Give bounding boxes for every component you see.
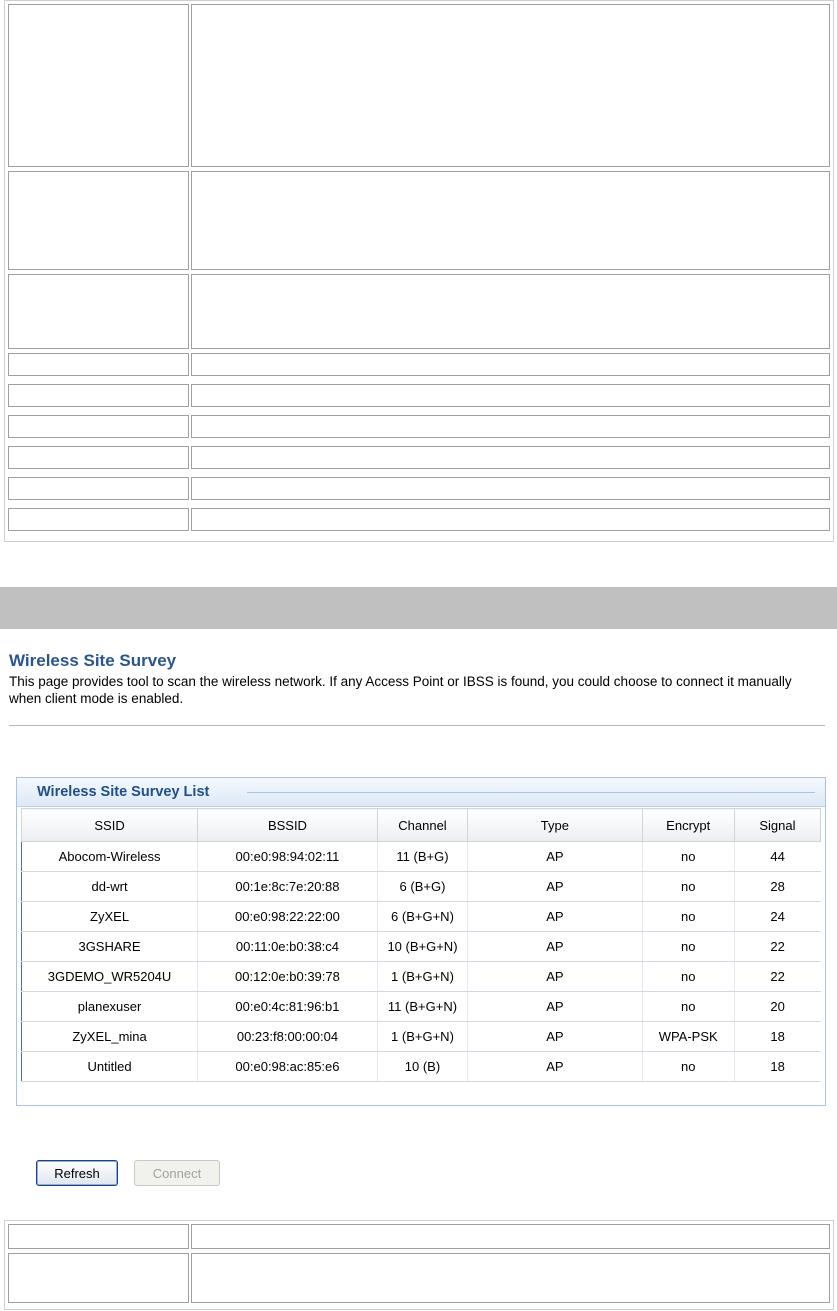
cell-encrypt: no [642,932,734,962]
cell-type: AP [468,902,642,932]
doc-cell-value [191,477,830,500]
cell-bssid: 00:23:f8:00:00:04 [198,1022,378,1052]
doc-cell-value [191,415,830,438]
table-row[interactable] [22,1052,821,1082]
doc-cell-label [8,1224,189,1249]
doc-row [8,477,830,500]
table-row[interactable] [22,902,821,932]
doc-cell-value [191,274,830,349]
cell-ssid: 3GDEMO_WR5204U [22,962,198,992]
cell-signal: 18 [734,1022,820,1052]
doc-cell-label [8,477,189,500]
cell-type: AP [468,1022,642,1052]
doc-cell-label [8,508,189,531]
page-title: Wireless Site Survey [9,651,177,670]
cell-type: AP [468,992,642,1022]
cell-channel: 11 (B+G+N) [377,992,467,1022]
doc-cell-value [191,1224,830,1249]
cell-channel: 1 (B+G+N) [377,962,467,992]
cell-type: AP [468,1052,642,1082]
doc-row [8,1253,830,1303]
cell-signal: 24 [734,902,820,932]
doc-cell-value [191,171,830,270]
panel-header [17,778,825,807]
cell-bssid: 00:e0:4c:81:96:b1 [198,992,378,1022]
doc-cell-label [8,415,189,438]
cell-channel: 6 (B+G) [377,872,467,902]
panel-title: Wireless Site Survey List [37,784,210,800]
page-description: This page provides tool to scan the wireless network. If any Access Point or IBSS is found, you could choose to connect it manually when client mode is enabled. [9,674,792,706]
cell-signal: 22 [734,962,820,992]
cell-signal: 44 [734,842,820,872]
doc-cell-value [191,384,830,407]
cell-encrypt: no [642,962,734,992]
cell-signal: 18 [734,1052,820,1082]
doc-row [8,4,830,167]
cell-bssid: 00:12:0e:b0:39:78 [198,962,378,992]
cell-signal: 28 [734,872,820,902]
cell-channel: 11 (B+G) [377,842,467,872]
cell-encrypt: no [642,872,734,902]
cell-bssid: 00:11:0e:b0:38:c4 [198,932,378,962]
cell-channel: 1 (B+G+N) [377,1022,467,1052]
doc-cell-value [191,4,830,167]
doc-cell-label [8,384,189,407]
table-row[interactable] [22,842,821,872]
cell-bssid: 00:1e:8c:7e:20:88 [198,872,378,902]
doc-cell-label [8,1253,189,1303]
cell-ssid: 3GSHARE [22,932,198,962]
cell-type: AP [468,932,642,962]
doc-row [8,446,830,469]
cell-signal: 22 [734,932,820,962]
doc-cell-value [191,446,830,469]
doc-row [8,274,830,349]
table-row[interactable] [22,872,821,902]
divider [9,725,825,726]
cell-channel: 10 (B) [377,1052,467,1082]
column-header-channel[interactable]: Channel [377,809,467,842]
doc-cell-label [8,446,189,469]
cell-ssid: Untitled [22,1052,198,1082]
doc-cell-value [191,508,830,531]
doc-cell-label [8,4,189,167]
doc-table-bottom [4,1220,834,1310]
column-header-encrypt[interactable]: Encrypt [642,809,734,842]
cell-encrypt: no [642,992,734,1022]
table-header-row [22,809,821,842]
cell-encrypt: WPA-PSK [642,1022,734,1052]
cell-channel: 6 (B+G+N) [377,902,467,932]
cell-ssid: ZyXEL_mina [22,1022,198,1052]
cell-channel: 10 (B+G+N) [377,932,467,962]
cell-ssid: Abocom-Wireless [22,842,198,872]
column-header-type[interactable]: Type [468,809,642,842]
table-row[interactable] [22,932,821,962]
cell-ssid: ZyXEL [22,902,198,932]
cell-ssid: dd-wrt [22,872,198,902]
doc-cell-value [191,1253,830,1303]
cell-type: AP [468,842,642,872]
cell-encrypt: no [642,1052,734,1082]
cell-ssid: planexuser [22,992,198,1022]
doc-cell-value [191,353,830,376]
table-row[interactable] [22,992,821,1022]
doc-row [8,415,830,438]
doc-row [8,384,830,407]
section-band [0,587,837,629]
doc-table-top [4,0,834,542]
cell-encrypt: no [642,842,734,872]
panel-title-rule [247,792,815,793]
doc-cell-label [8,274,189,349]
cell-signal: 20 [734,992,820,1022]
doc-row [8,508,830,531]
cell-encrypt: no [642,902,734,932]
column-header-bssid[interactable]: BSSID [198,809,378,842]
doc-cell-label [8,171,189,270]
cell-bssid: 00:e0:98:22:22:00 [198,902,378,932]
refresh-button[interactable]: Refresh [36,1160,118,1186]
cell-type: AP [468,872,642,902]
table-row[interactable] [22,962,821,992]
doc-row [8,1224,830,1249]
doc-row [8,353,830,376]
site-survey-table [21,808,821,1082]
column-header-ssid[interactable]: SSID [22,809,198,842]
site-survey-panel [16,777,826,1106]
cell-bssid: 00:e0:98:94:02:11 [198,842,378,872]
cell-type: AP [468,962,642,992]
doc-cell-label [8,353,189,376]
doc-row [8,171,830,270]
button-bar [0,1160,837,1220]
column-header-signal[interactable]: Signal [734,809,820,842]
cell-bssid: 00:e0:98:ac:85:e6 [198,1052,378,1082]
table-row[interactable] [22,1022,821,1052]
connect-button[interactable]: Connect [134,1160,220,1186]
